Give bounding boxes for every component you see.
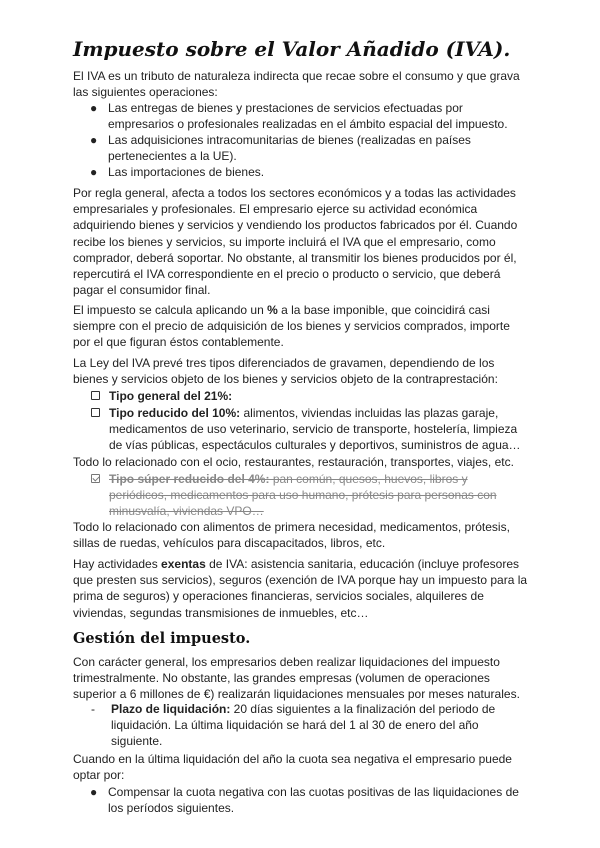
general-paragraph: Por regla general, afecta a todos los sectores económicos y a todas las actividades empresariales y profesionales. El empresario ejerce su actividad económica adquiriendo bienes y servicios y vendiendo los productos fabricados por él. Cuando recibe los bienes y servicios, su importe incluirá el IVA que el empresario, como comprador, deberá soportar. No obstante, al transmitir los bienes producidos por él, repercutirá el IVA correspondiente en el precio o producto o servicio, que deberá pagar el consumidor final. [73, 186, 518, 298]
list-item-operation-2: ● Las adquisiciones intracomunitarias de bienes (realizadas en países pertenecientes a la UE). [90, 133, 471, 164]
dash-bullet: - [91, 702, 95, 716]
checkbox-icon[interactable] [91, 391, 100, 400]
checkbox-icon[interactable] [91, 408, 100, 417]
list-item-operation-1: ● Las entregas de bienes y prestaciones de servicios efectuadas por empresarios o profesionales realizadas en el ámbito espacial del impuesto. [90, 101, 508, 132]
tax-types-intro: La Ley del IVA prevé tres tipos diferenciados de gravamen, dependiendo de los bienes y servicios objeto de los bienes y servicios objeto de la contraprestación: [73, 356, 498, 387]
bullet-icon: ● [90, 165, 98, 179]
calculation-paragraph: El impuesto se calcula aplicando un % a la base imponible, que coincidirá casi siempre con el precio de adquisición de los bienes y servicios comprados, importe por el que figuran éstos contablemente. [73, 303, 510, 350]
bullet-icon: ● [90, 101, 98, 115]
checklist-item-tipo-super-reducido[interactable]: Tipo súper reducido del 4%: pan común, quesos, huevos, libros y periódicos, medicamentos para uso humano, prótesis para personas con minusvalía, viviendas VPO… [91, 471, 527, 520]
checklist-item-tipo-general[interactable]: Tipo general del 21%: [91, 388, 527, 404]
negativa-paragraph: Cuando en la última liquidación del año la cuota sea negativa el empresario puede optar por: [73, 752, 512, 783]
super-reducido-note: Todo lo relacionado con alimentos de primera necesidad, medicamentos, prótesis, sillas de ruedas, vehículos para discapacitados, libros, etc. [73, 520, 510, 551]
bullet-icon: ● [90, 785, 98, 799]
bullet-icon: ● [90, 133, 98, 147]
gestion-paragraph: Con carácter general, los empresarios deben realizar liquidaciones del impuesto trimestralmente. No obstante, las grandes empresas (volumen de operaciones superior a 6 millones de €) realizarán liquidaciones mensuales por meses naturales. [73, 655, 520, 702]
reducido-note: Todo lo relacionado con el ocio, restaurantes, restauración, transportes, viajes, etc. [73, 455, 514, 469]
checked-checkbox-icon[interactable] [91, 474, 100, 483]
document-title: Impuesto sobre el Valor Añadido (IVA). [73, 37, 511, 61]
list-item-operation-3: ● Las importaciones de bienes. [90, 165, 265, 179]
checklist-item-tipo-reducido[interactable]: Tipo reducido del 10%: alimentos, viviendas incluidas las plazas garaje, medicamentos de uso veterinario, servicio de transporte, hostelería, limpieza de vías públicas, espectáculos culturales y deportivos, suministros de agua… [91, 405, 527, 454]
intro-paragraph: El IVA es un tributo de naturaleza indirecta que recae sobre el consumo y que grava las siguientes operaciones: [73, 69, 520, 100]
list-item-option-1: ● Compensar la cuota negativa con las cuotas positivas de las liquidaciones de los períodos siguientes. [90, 785, 519, 816]
plazo-item: - Plazo de liquidación: 20 días siguientes a la finalización del periodo de liquidación. La última liquidación se hará del 1 al 30 de enero del año siguiente. [91, 702, 496, 749]
section-title-gestion: Gestión del impuesto. [73, 630, 251, 647]
exentas-paragraph: Hay actividades exentas de IVA: asistencia sanitaria, educación (incluye profesores que presten sus servicios), seguros (exención de IVA porque hay un impuesto para la prima de seguros) y operaciones financieras, servicios sociales, alquileres de viviendas, segundas transmisiones de inmuebles, etc… [73, 557, 528, 620]
